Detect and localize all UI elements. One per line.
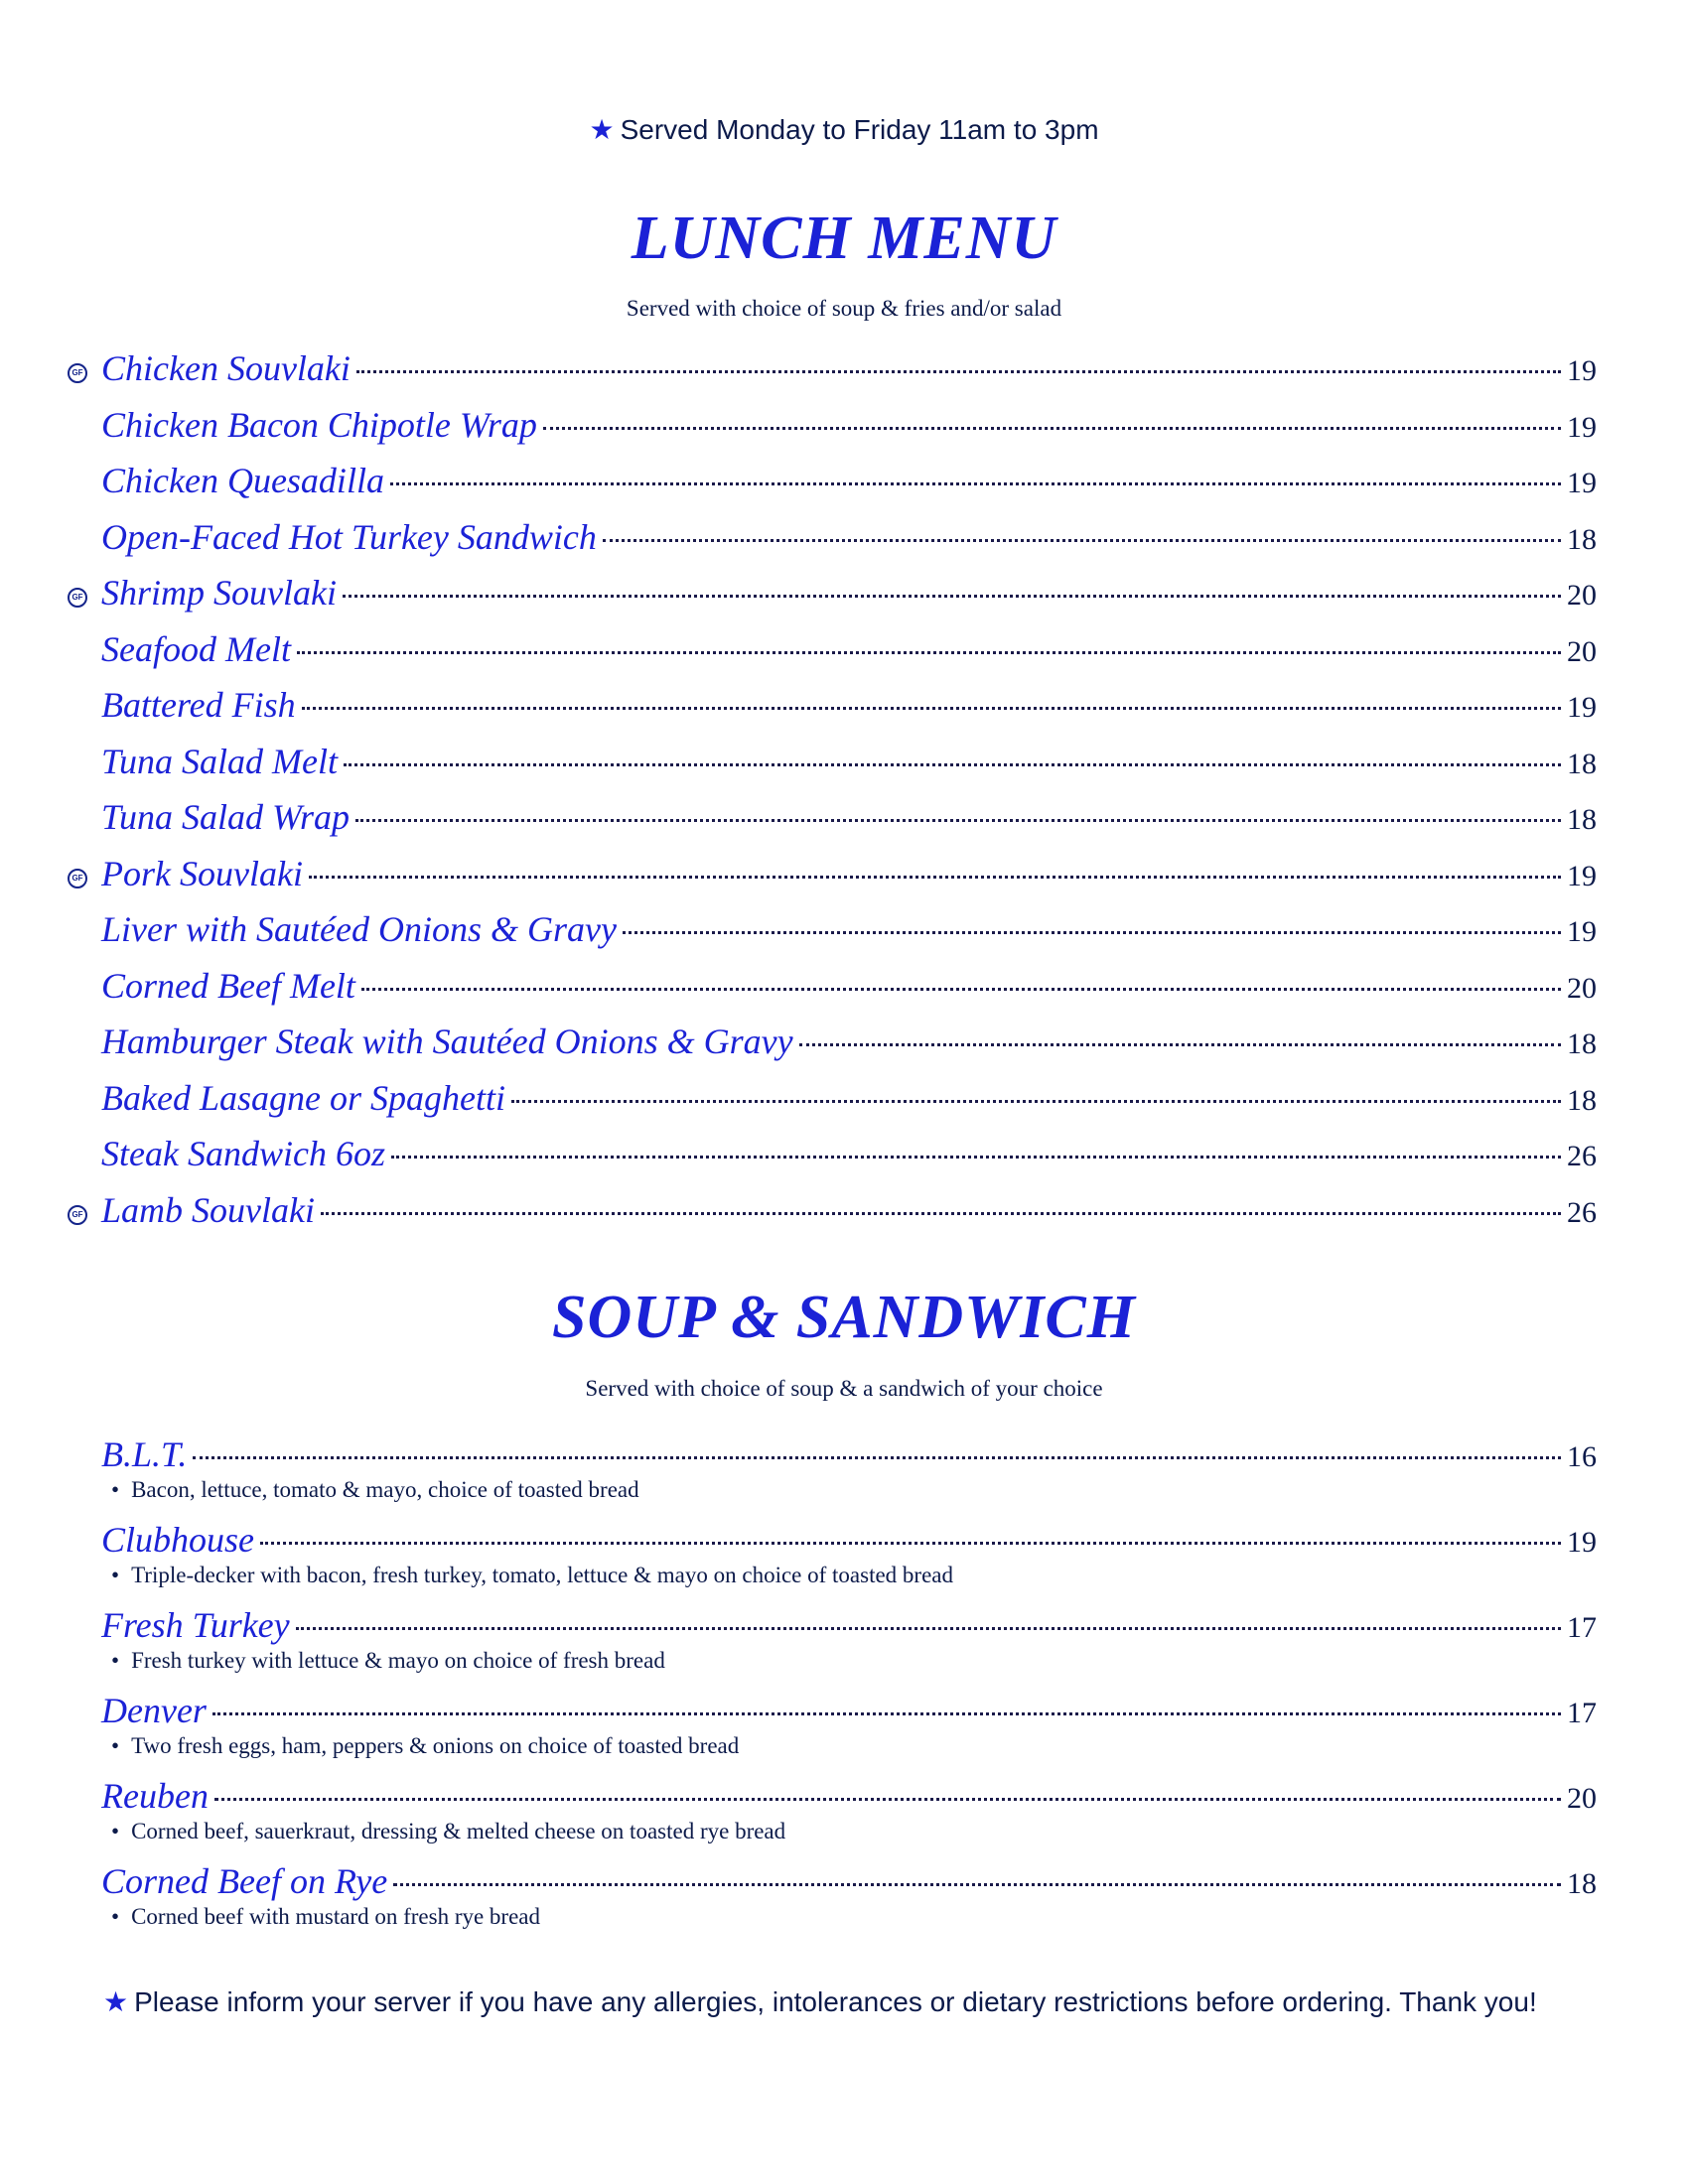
- sandwich-item: [68, 1775, 1597, 1860]
- item-description: • Corned beef, sauerkraut, dressing & melted cheese on toasted rye bread: [111, 1819, 786, 1843]
- service-hours-text: Served Monday to Friday 11am to 3pm: [620, 114, 1099, 145]
- sandwich-item: [68, 1860, 1597, 1946]
- dot-leader: [355, 819, 1561, 822]
- item-price: 18: [1567, 1027, 1597, 1060]
- item-price: 17: [1567, 1697, 1597, 1729]
- dot-leader: [296, 1627, 1561, 1630]
- lunch-menu-title: LUNCH MENU: [631, 205, 1057, 272]
- gluten-free-icon: GF: [68, 363, 87, 383]
- bullet-icon: •: [111, 1563, 120, 1587]
- dot-leader: [391, 1156, 1561, 1159]
- item-description: • Corned beef with mustard on fresh rye bread: [111, 1904, 541, 1929]
- dot-leader: [309, 876, 1561, 879]
- item-price: 19: [1567, 410, 1597, 444]
- dot-leader: [390, 482, 1561, 485]
- item-name: Pork Souvlaki: [101, 853, 303, 893]
- star-icon: ★: [589, 114, 615, 145]
- item-name: Baked Lasagne or Spaghetti: [101, 1077, 505, 1118]
- gluten-free-icon: GF: [68, 1205, 87, 1225]
- sandwich-item: [68, 1604, 1597, 1690]
- item-price: 19: [1567, 1526, 1597, 1559]
- item-description: • Bacon, lettuce, tomato & mayo, choice of toasted bread: [111, 1477, 639, 1502]
- lunch-item: [68, 965, 1597, 1022]
- gluten-free-icon: GF: [68, 869, 87, 888]
- item-description: • Fresh turkey with lettuce & mayo on choice of fresh bread: [111, 1648, 665, 1673]
- soup-sandwich-title: SOUP & SANDWICH: [551, 1284, 1137, 1351]
- item-price: 18: [1567, 522, 1597, 556]
- item-price: 19: [1567, 915, 1597, 948]
- item-name: Chicken Bacon Chipotle Wrap: [101, 404, 537, 445]
- lunch-item: [68, 572, 1597, 628]
- dot-leader: [193, 1456, 1561, 1459]
- dot-leader: [344, 763, 1561, 766]
- dot-leader: [356, 370, 1561, 373]
- star-icon: ★: [103, 1986, 129, 2017]
- dot-leader: [623, 931, 1561, 934]
- item-name: Tuna Salad Wrap: [101, 797, 351, 837]
- lunch-items-list: [68, 347, 1597, 1245]
- item-name: Corned Beef Melt: [101, 965, 355, 1006]
- item-name: Corned Beef on Rye: [101, 1861, 388, 1901]
- item-price: 20: [1567, 971, 1597, 1005]
- sandwich-item: [68, 1433, 1597, 1519]
- dot-leader: [214, 1798, 1561, 1801]
- item-name: Lamb Souvlaki: [101, 1189, 315, 1230]
- item-name: Reuben: [101, 1776, 209, 1816]
- item-name: Clubhouse: [101, 1520, 255, 1560]
- lunch-item: [68, 628, 1597, 685]
- dot-leader: [543, 427, 1561, 430]
- lunch-item: [68, 1077, 1597, 1134]
- item-price: 19: [1567, 354, 1597, 387]
- lunch-item: [68, 347, 1597, 404]
- item-name: Open-Faced Hot Turkey Sandwich: [101, 516, 597, 557]
- item-name: Tuna Salad Melt: [101, 741, 339, 781]
- item-name: Liver with Sautéed Onions & Gravy: [101, 909, 617, 949]
- dot-leader: [302, 707, 1561, 710]
- dot-leader: [343, 595, 1561, 598]
- soup-sandwich-subtitle: Served with choice of soup & a sandwich of your choice: [585, 1376, 1103, 1401]
- dot-leader: [212, 1712, 1561, 1715]
- dot-leader: [511, 1100, 1561, 1103]
- sandwich-item: [68, 1690, 1597, 1775]
- item-price: 20: [1567, 634, 1597, 668]
- item-name: Steak Sandwich 6oz: [101, 1134, 385, 1173]
- bullet-icon: •: [111, 1648, 120, 1673]
- allergy-note-text: Please inform your server if you have any allergies, intolerances or dietary restrictions before ordering. Thank you!: [134, 1986, 1537, 2017]
- dot-leader: [260, 1542, 1561, 1545]
- item-price: 19: [1567, 467, 1597, 499]
- item-price: 20: [1567, 579, 1597, 612]
- item-name: Chicken Quesadilla: [101, 461, 384, 500]
- allergy-note: [103, 1985, 1593, 2018]
- lunch-item: [68, 741, 1597, 797]
- lunch-item: [68, 1021, 1597, 1077]
- item-description: • Two fresh eggs, ham, peppers & onions on choice of toasted bread: [111, 1733, 740, 1758]
- dot-leader: [393, 1883, 1561, 1886]
- item-description: • Triple-decker with bacon, fresh turkey, tomato, lettuce & mayo on choice of toasted bread: [111, 1563, 954, 1587]
- lunch-item: [68, 1133, 1597, 1189]
- sandwich-item: [68, 1519, 1597, 1604]
- lunch-item: [68, 908, 1597, 965]
- item-name: B.L.T.: [101, 1434, 188, 1474]
- item-price: 18: [1567, 747, 1597, 780]
- item-price: 26: [1567, 1140, 1597, 1172]
- item-price: 19: [1567, 691, 1597, 724]
- dot-leader: [799, 1043, 1561, 1046]
- dot-leader: [321, 1212, 1561, 1215]
- service-hours: [0, 113, 1688, 146]
- item-name: Hamburger Steak with Sautéed Onions & Gravy: [101, 1022, 793, 1061]
- lunch-item: [68, 1189, 1597, 1246]
- lunch-item: [68, 853, 1597, 909]
- item-price: 26: [1567, 1195, 1597, 1229]
- item-price: 18: [1567, 803, 1597, 836]
- lunch-item: [68, 516, 1597, 573]
- item-price: 20: [1567, 1782, 1597, 1815]
- dot-leader: [361, 988, 1561, 991]
- item-name: Battered Fish: [101, 685, 296, 725]
- dot-leader: [603, 539, 1561, 542]
- item-name: Chicken Souvlaki: [101, 348, 351, 388]
- dot-leader: [297, 651, 1561, 654]
- item-price: 17: [1567, 1611, 1597, 1644]
- lunch-item: [68, 460, 1597, 516]
- bullet-icon: •: [111, 1904, 120, 1929]
- item-price: 19: [1567, 859, 1597, 892]
- item-price: 18: [1567, 1083, 1597, 1117]
- item-price: 18: [1567, 1867, 1597, 1900]
- gluten-free-icon: GF: [68, 588, 87, 608]
- item-name: Denver: [101, 1691, 207, 1730]
- lunch-item: [68, 404, 1597, 461]
- bullet-icon: •: [111, 1477, 120, 1502]
- item-name: Shrimp Souvlaki: [101, 573, 337, 613]
- item-price: 16: [1567, 1440, 1597, 1473]
- sandwich-items-list: [68, 1433, 1597, 1946]
- item-name: Seafood Melt: [101, 628, 291, 669]
- lunch-menu-subtitle: Served with choice of soup & fries and/or salad: [626, 296, 1062, 321]
- lunch-item: [68, 796, 1597, 853]
- bullet-icon: •: [111, 1733, 120, 1758]
- bullet-icon: •: [111, 1819, 120, 1843]
- lunch-item: [68, 684, 1597, 741]
- item-name: Fresh Turkey: [101, 1605, 290, 1645]
